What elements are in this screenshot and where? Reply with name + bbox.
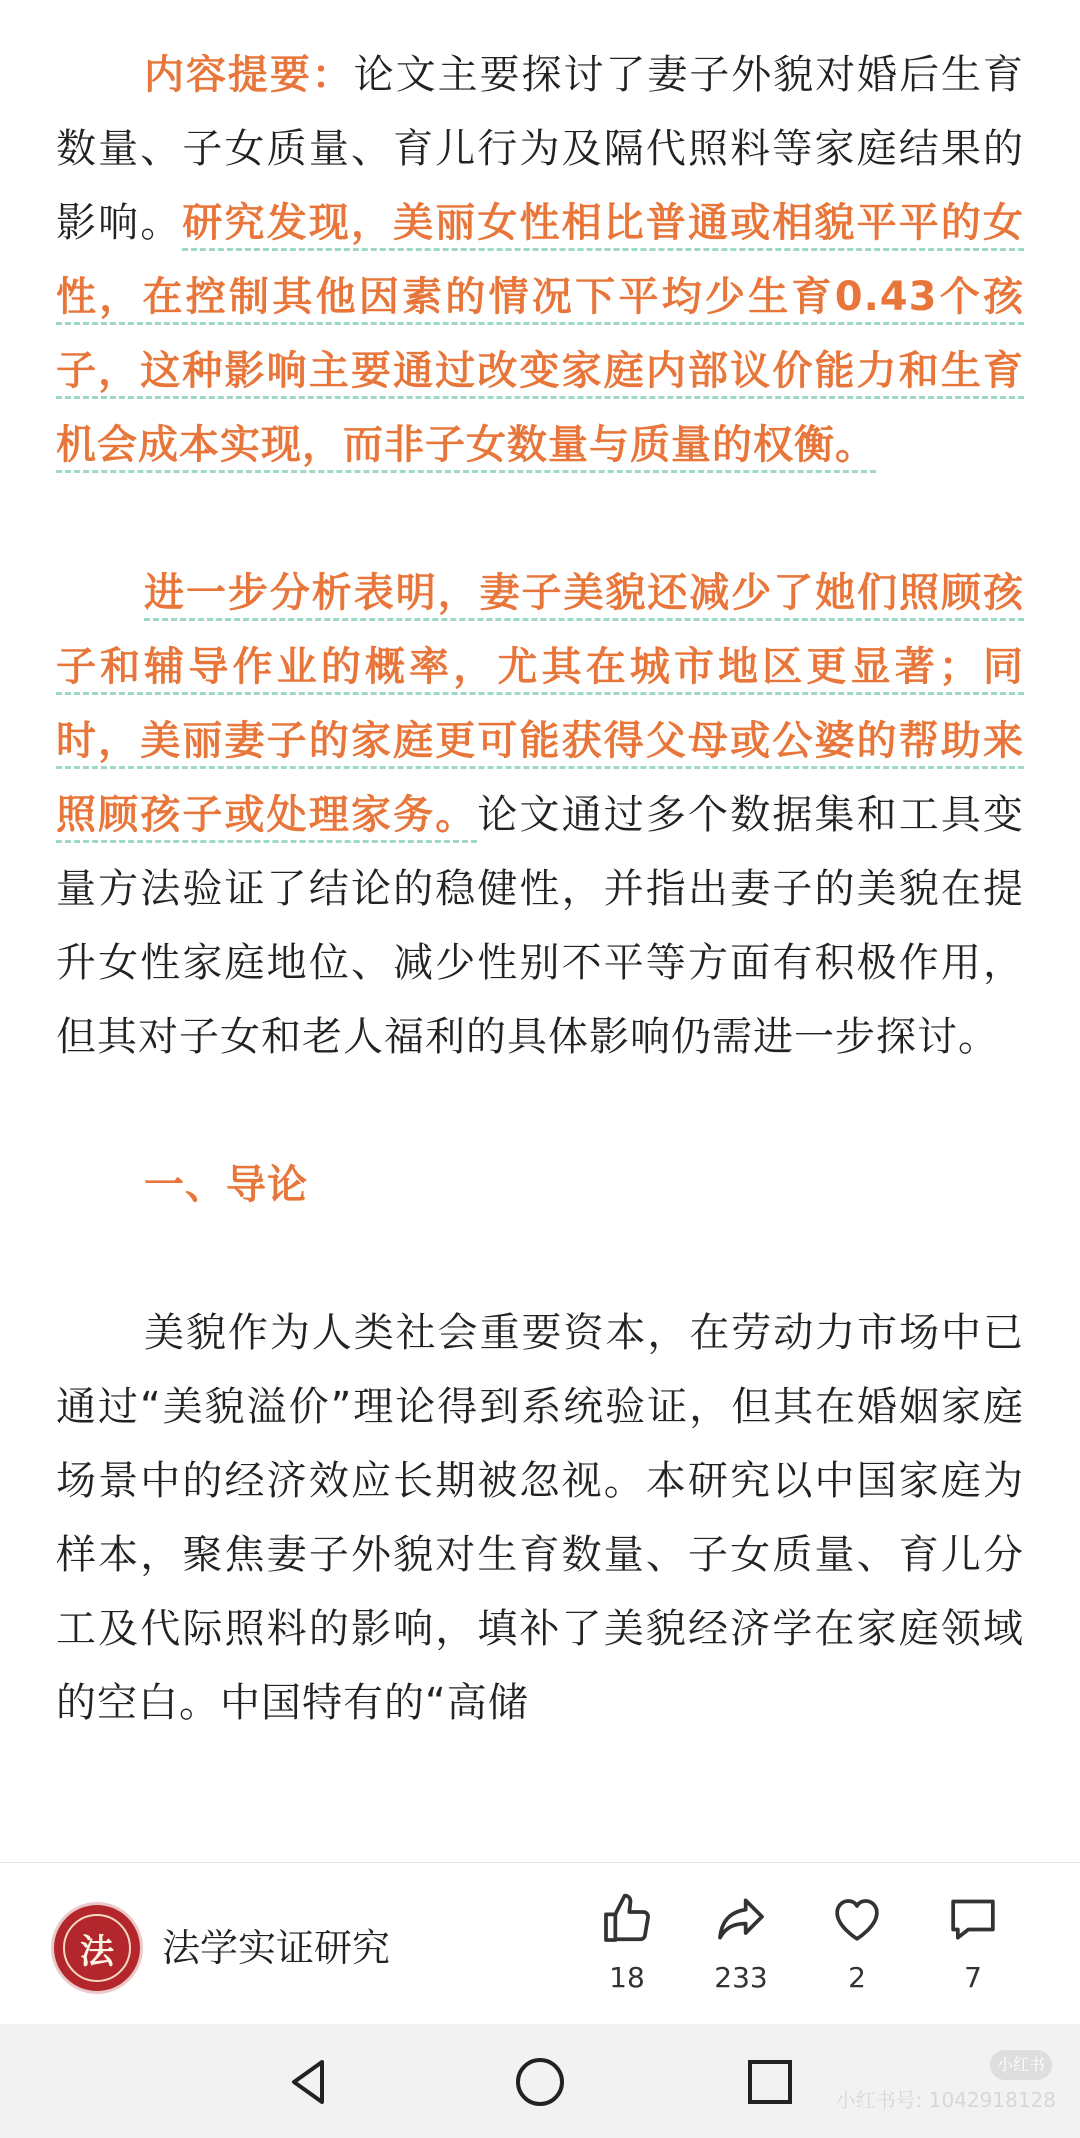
avatar-logo: 法: [63, 1914, 131, 1982]
like-count: 18: [609, 1961, 645, 1994]
favorite-count: 2: [848, 1961, 866, 1994]
share-button[interactable]: [686, 1891, 796, 1995]
share-count: 233: [714, 1961, 768, 1994]
bottom-action-bar: [0, 1862, 1080, 2024]
watermark-badge: 小红书: [990, 2050, 1052, 2080]
avatar[interactable]: [54, 1905, 140, 1991]
thumbs-up-icon: [599, 1891, 655, 1947]
intro-paragraph: 美貌作为人类社会重要资本，在劳动力市场中已通过“美貌溢价”理论得到系统验证，但其在婚姻家庭场景中的经济效应长期被忽视。本研究以中国家庭为样本，聚焦妻子外貌对生育数量、子女质量、育儿分工及代际照料的影响，填补了美貌经济学在家庭领域的空白。中国特有的“高储: [56, 1310, 1024, 1726]
abstract-text: 论文主要探讨了妻子外貌对婚后生育数量、子女质量、育儿行为及隔代照料等家庭结果的影响。: [56, 52, 1024, 246]
heart-icon: [829, 1891, 885, 1947]
comment-button[interactable]: [918, 1891, 1028, 1995]
highlighted-analysis: 进一步分析表明，妻子美貌还减少了她们照顾孩子和辅导作业的概率，尤其在城市地区更显著；同时，美丽妻子的家庭更可能获得父母或公婆的帮助来照顾孩子或处理家务。: [56, 570, 1024, 843]
section-title: 一、导论: [144, 1162, 308, 1208]
recent-apps-icon[interactable]: [744, 2056, 796, 2108]
back-icon[interactable]: [282, 2056, 334, 2108]
comment-count: 7: [964, 1961, 982, 1994]
abstract-paragraph: [56, 38, 1024, 482]
comment-bubble-icon: [945, 1891, 1001, 1947]
home-icon[interactable]: [514, 2056, 566, 2108]
share-arrow-icon: [713, 1891, 769, 1947]
analysis-text: 论文通过多个数据集和工具变量方法验证了结论的稳健性，并指出妻子的美貌在提升女性家庭地位、减少性别不平等方面有积极作用，但其对子女和老人福利的具体影响仍需进一步探讨。: [56, 792, 1025, 1060]
highlighted-finding: 研究发现，美丽女性相比普通或相貌平平的女性，在控制其他因素的情况下平均少生育0.43个孩子，这种影响主要通过改变家庭内部议价能力和生育机会成本实现，而非子女数量与质量的权衡。: [56, 200, 1024, 473]
account-name[interactable]: 法学实证研究: [162, 1926, 391, 1970]
system-navigation-bar: [0, 2024, 1080, 2138]
like-button[interactable]: [572, 1891, 682, 1995]
favorite-button[interactable]: [802, 1891, 912, 1995]
analysis-paragraph: [56, 556, 1024, 1074]
abstract-lead: 内容提要：: [144, 52, 354, 98]
watermark-text: 小红书号: 1042918128: [835, 2088, 1056, 2112]
